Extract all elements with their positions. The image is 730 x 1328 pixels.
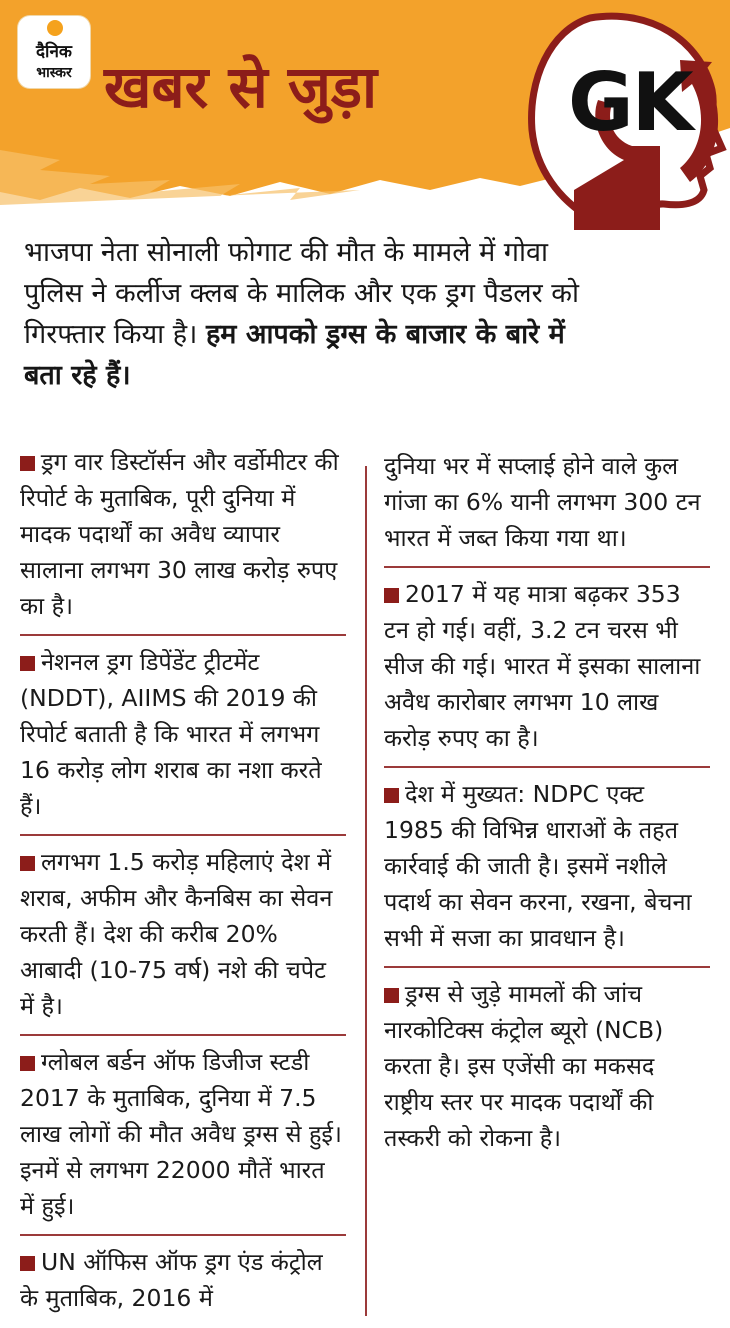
fact-item — [20, 1236, 346, 1326]
right-column — [384, 436, 710, 1166]
fact-item — [384, 568, 710, 768]
dainik-bhaskar-logo — [18, 16, 90, 88]
intro-bold-text: हम आपको ड्रग्स के बाजार के बारे में बता रहे हैं। — [24, 319, 565, 391]
header-banner — [0, 0, 730, 230]
bullet-square-icon — [384, 588, 399, 603]
fact-text: दुनिया भर में सप्लाई होने वाले कुल गांजा का 6% यानी लगभग 300 टन भारत में जब्त किया गया था। — [384, 452, 701, 552]
fact-text: ग्लोबल बर्डन ऑफ डिजीज स्टडी 2017 के मुताबिक, दुनिया में 7.5 लाख लोगों की मौत अवैध ड्रग्स से हुई। इनमें से लगभग 22000 मौतें भारत में हुई। — [20, 1048, 342, 1220]
gk-badge: GK — [568, 56, 692, 149]
bullet-square-icon — [20, 656, 35, 671]
fact-text: UN ऑफिस ऑफ ड्रग एंड कंट्रोल के मुताबिक, 2016 में — [20, 1248, 323, 1312]
bullet-square-icon — [20, 456, 35, 471]
sun-icon — [47, 20, 63, 36]
fact-text: देश में मुख्यत: NDPC एक्ट 1985 की विभिन्न धाराओं के तहत कार्रवाई की जाती है। इसमें नशीले पदार्थ का सेवन करना, रखना, बेचना सभी में सजा का प्रावधान है। — [384, 780, 692, 952]
column-divider — [365, 466, 367, 1316]
fact-text: ड्रग वार डिस्टॉर्सन और वर्डोमीटर की रिपोर्ट के मुताबिक, पूरी दुनिया में मादक पदार्थों का अवैध व्यापार सालाना लगभग 30 लाख करोड़ रुपए का है। — [20, 448, 339, 620]
intro-paragraph — [24, 232, 584, 396]
fact-item — [20, 836, 346, 1036]
fact-text: नेशनल ड्रग डिपेंडेंट ट्रीटमेंट (NDDT), AIIMS की 2019 की रिपोर्ट बताती है कि भारत में लगभग 16 करोड़ लोग शराब का नशा करते हैं। — [20, 648, 322, 820]
bullet-square-icon — [384, 788, 399, 803]
fact-text: ड्रग्स से जुड़े मामलों की जांच नारकोटिक्स कंट्रोल ब्यूरो (NCB) करता है। इस एजेंसी का मकसद राष्ट्रीय स्तर पर मादक पदार्थों की तस्करी को रोकना है। — [384, 980, 664, 1152]
fact-text: 2017 में यह मात्रा बढ़कर 353 टन हो गई। वहीं, 3.2 टन चरस भी सीज की गई। भारत में इसका सालाना अवैध कारोबार लगभग 10 लाख करोड़ रुपए का है। — [384, 580, 701, 752]
bullet-square-icon — [20, 1256, 35, 1271]
bullet-square-icon — [20, 1056, 35, 1071]
left-column — [20, 436, 346, 1326]
intro-text: भाजपा नेता सोनाली फोगाट की मौत के मामले में गोवा पुलिस ने कर्लीज क्लब के मालिक और एक ड्रग पैडलर को गिरफ्तार किया है। — [24, 237, 579, 350]
bullet-square-icon — [384, 988, 399, 1003]
fact-item — [20, 436, 346, 636]
page-title: खबर से जुड़ा — [104, 53, 377, 121]
fact-item — [384, 968, 710, 1166]
logo-text-line1: दैनिक — [36, 42, 72, 62]
fact-item-continued — [384, 436, 710, 568]
fact-item — [384, 768, 710, 968]
fact-item — [20, 636, 346, 836]
fact-text: लगभग 1.5 करोड़ महिलाएं देश में शराब, अफीम और कैनबिस का सेवन करती हैं। देश की करीब 20% आबादी (10-75 वर्ष) नशे की चपेट में है। — [20, 848, 333, 1020]
fact-item — [20, 1036, 346, 1236]
logo-text-line2: भास्कर — [36, 65, 72, 81]
bullet-square-icon — [20, 856, 35, 871]
